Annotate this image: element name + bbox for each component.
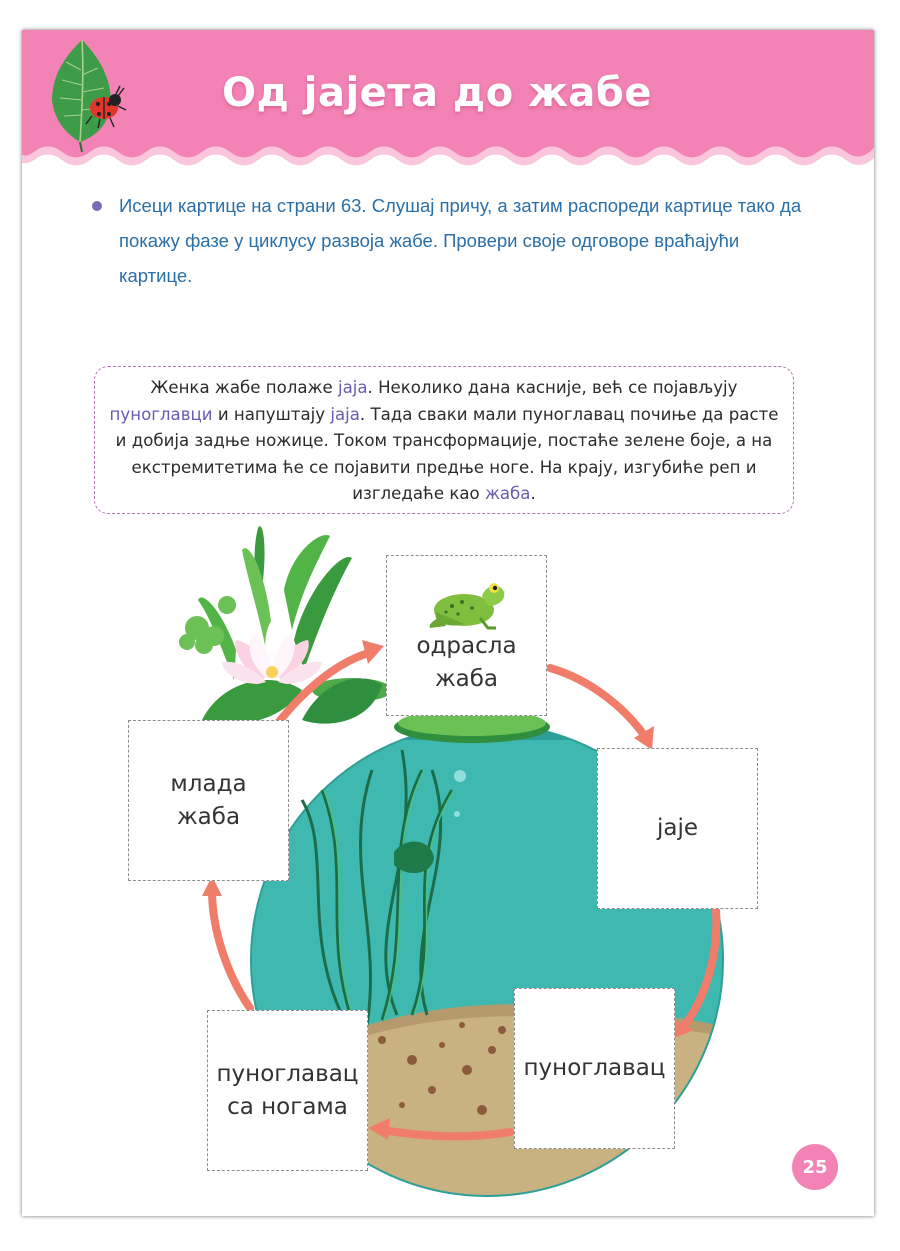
story-text: . <box>530 484 536 503</box>
card-label: пуноглавац са ногама <box>216 1060 359 1120</box>
page-title: Од јајета до жабе <box>222 70 652 116</box>
story-text: Женка жабе полаже <box>150 378 338 397</box>
instruction-text: Исеци картице на страни 63. Слушај причу, а затим распореди картице тако да покажу фазе у циклусу развоја жабе. Провери своје одговоре враћајући картице. <box>119 195 802 286</box>
card-egg[interactable] <box>597 748 758 909</box>
card-label: млада жаба <box>170 770 247 830</box>
card-adult-frog[interactable] <box>386 555 547 716</box>
card-label: пуноглавац <box>523 1055 666 1081</box>
card-young-frog[interactable] <box>128 720 289 881</box>
highlight-word: јаја <box>330 404 360 424</box>
story-text: . Тада сваки мали пуноглавац почиње да расте и добија задње ножице. Током трансформације, постаће зелене боје, а на екстремитетима ће се појавити предње ноге. На крају, изгубиће реп и изгледаће као <box>115 404 779 503</box>
card-label: одрасла жаба <box>416 632 517 692</box>
workbook-page <box>22 30 874 1216</box>
highlight-word: јаја <box>337 378 368 397</box>
card-tadpole-with-legs[interactable] <box>207 1010 368 1171</box>
page-number: 25 <box>792 1144 838 1190</box>
card-label: јаје <box>656 815 699 841</box>
highlight-word: пуноглавци <box>109 404 213 424</box>
story-text: . Неколико дана касније, већ се појављују <box>367 378 738 397</box>
highlight-word: жаба <box>484 484 531 503</box>
story-text: и напуштају <box>212 404 331 424</box>
frog-icon <box>422 572 512 630</box>
card-tadpole[interactable] <box>514 988 675 1149</box>
